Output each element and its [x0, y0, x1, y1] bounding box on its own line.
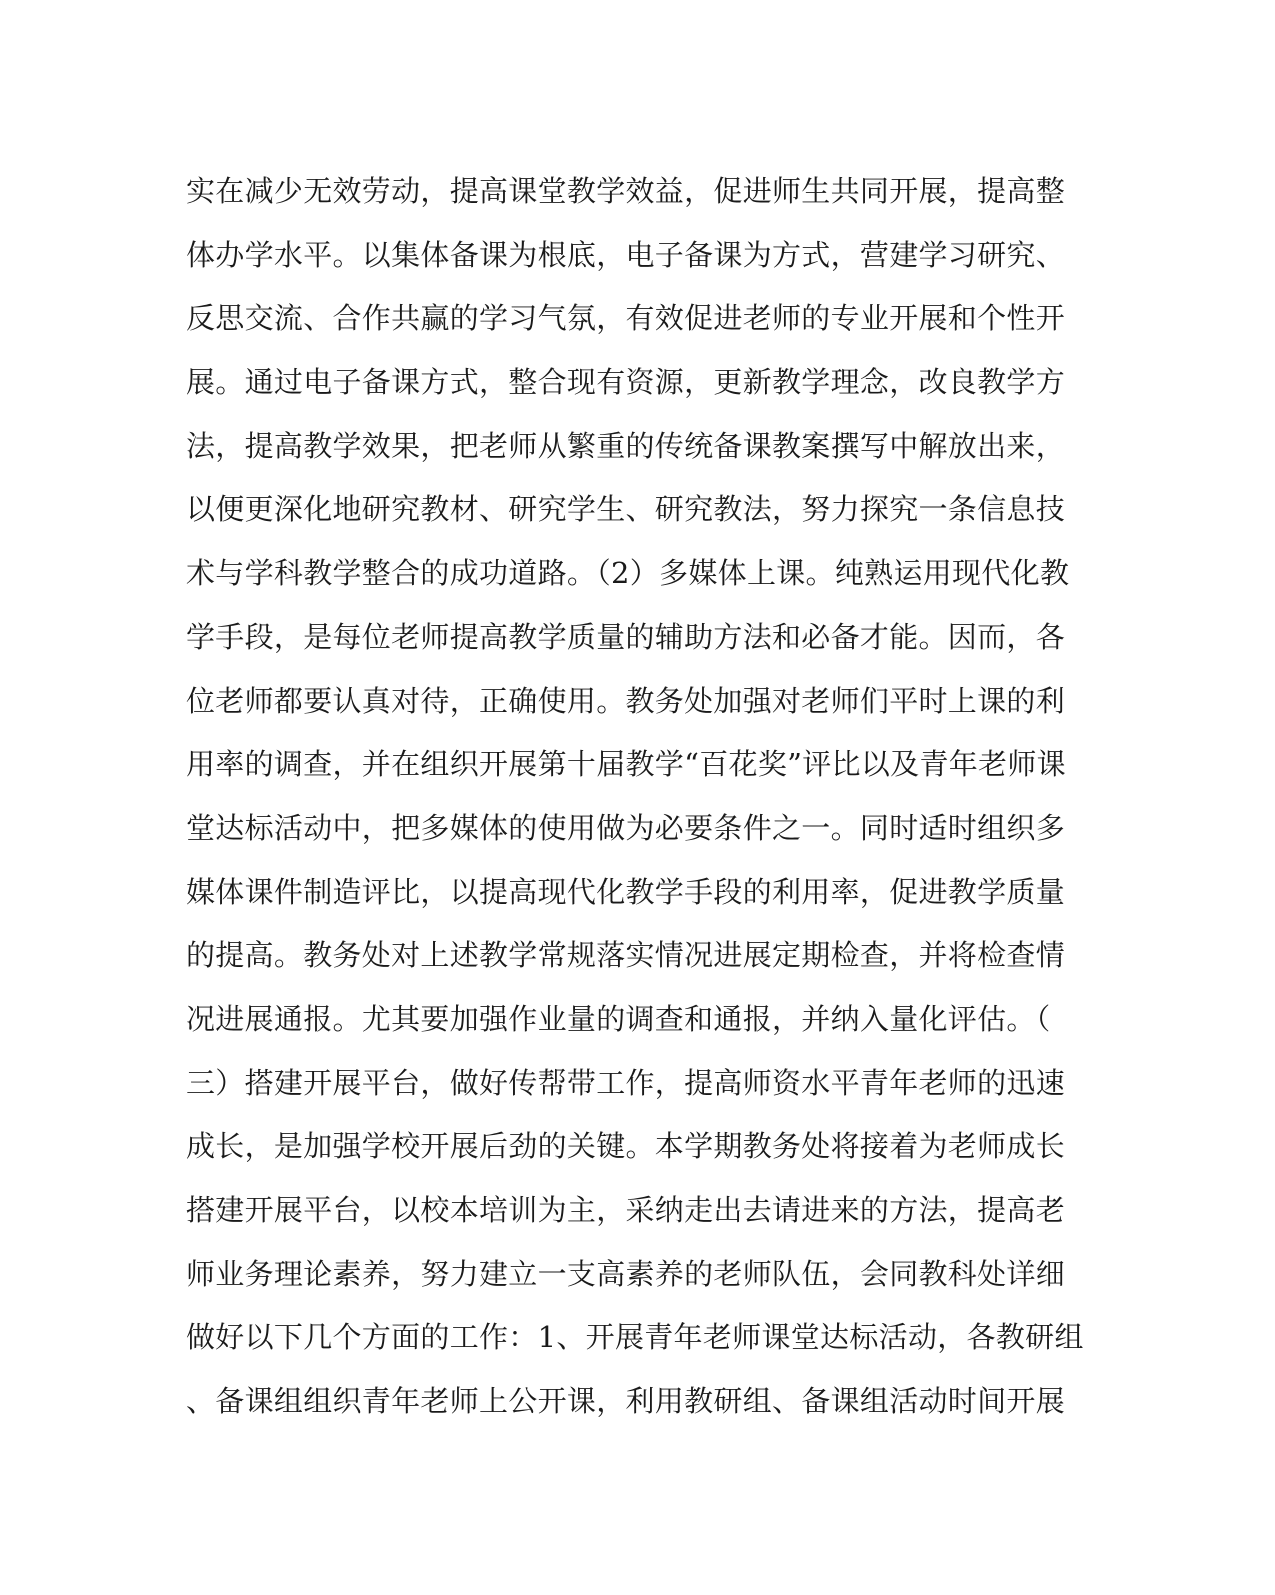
text-line: 的提高。教务处对上述教学常规落实情况进展定期检查，并将检查情 [186, 938, 1066, 973]
text-line: 搭建开展平台，以校本培训为主，采纳走出去请进来的方法，提高老 [186, 1193, 1066, 1227]
text-line: 堂达标活动中，把多媒体的使用做为必要条件之一。同时适时组织多 [186, 810, 1066, 845]
text-line: 媒体课件制造评比，以提高现代化教学手段的利用率，促进教学质量 [186, 874, 1066, 909]
text-line: 以便更深化地研究教材、研究学生、研究教法，努力探究一条信息技 [186, 492, 1066, 527]
text-line: 位老师都要认真对待，正确使用。教务处加强对老师们平时上课的利 [186, 683, 1066, 718]
text-line: 展。通过电子备课方式，整合现有资源，更新教学理念，改良教学方 [186, 365, 1066, 400]
text-line: 况进展通报。尤其要加强作业量的调查和通报，并纳入量化评估。（ [186, 1001, 1051, 1036]
text-line: 三）搭建开展平台，做好传帮带工作，提高师资水平青年老师的迅速 [186, 1065, 1066, 1100]
text-line: 师业务理论素养，努力建立一支高素养的老师队伍，会同教科处详细 [186, 1256, 1066, 1291]
text-line: 、备课组组织青年老师上公开课，利用教研组、备课组活动时间开展 [186, 1384, 1066, 1419]
text-line: 术与学科教学整合的成功道路。（2）多媒体上课。纯熟运用现代化教 [186, 556, 1070, 591]
body-text [186, 160, 1086, 1434]
text-line: 成长，是加强学校开展后劲的关键。本学期教务处将接着为老师成长 [186, 1129, 1066, 1164]
text-line: 反思交流、合作共赢的学习气氛，有效促进老师的专业开展和个性开 [186, 301, 1066, 336]
text-line: 法，提高教学效果，把老师从繁重的传统备课教案撰写中解放出来， [186, 428, 1066, 463]
text-line: 用率的调查，并在组织开展第十届教学“百花奖”评比以及青年老师课 [186, 747, 1066, 782]
text-line: 做好以下几个方面的工作：1、开展青年老师课堂达标活动，各教研组 [186, 1320, 1084, 1355]
text-line: 体办学水平。以集体备课为根底，电子备课为方式，营建学习研究、 [186, 237, 1066, 272]
text-line: 实在减少无效劳动，提高课堂教学效益，促进师生共同开展，提高整 [186, 174, 1066, 208]
text-line: 学手段，是每位老师提高教学质量的辅助方法和必备才能。因而，各 [186, 619, 1066, 654]
